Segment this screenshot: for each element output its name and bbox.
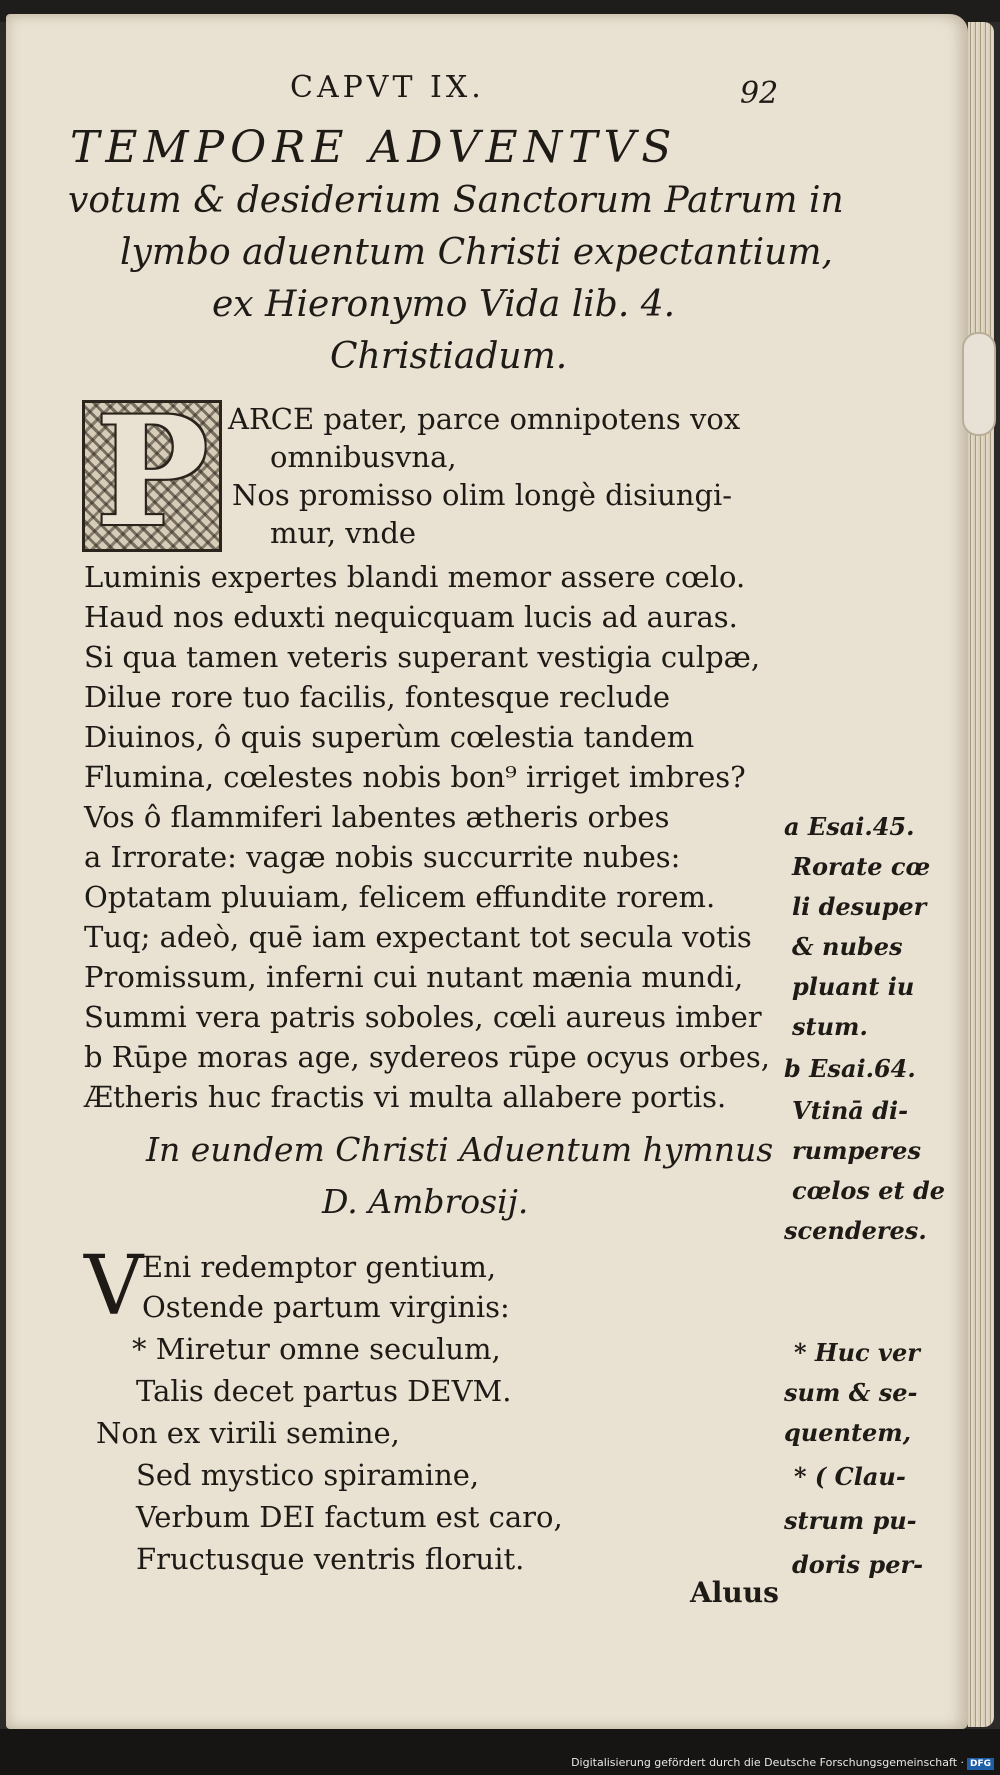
- running-head: CAPVT IX.: [290, 70, 485, 105]
- scan-background-bottom: [0, 1729, 1000, 1775]
- marginal-note: * Huc ver: [794, 1338, 920, 1367]
- decorated-initial-letter: P: [95, 384, 209, 560]
- marginal-note: scenderes.: [784, 1216, 927, 1245]
- marginal-note: Rorate cœ: [792, 852, 931, 881]
- page-fore-edge: [968, 22, 994, 1727]
- marginal-note: rumperes: [792, 1136, 921, 1165]
- verse-line: Ætheris huc fractis vi multa allabere portis.: [84, 1080, 727, 1114]
- hymn-line: * Miretur omne seculum,: [132, 1332, 501, 1366]
- verse-line: Si qua tamen veteris superant vestigia culpæ,: [84, 640, 761, 674]
- title-line-3: lymbo aduentum Christi expectantium,: [120, 232, 833, 273]
- hymn-line: Verbum DEI factum est caro,: [136, 1500, 563, 1534]
- hymn-title-line-1: In eundem Christi Aduentum hymnus: [146, 1130, 774, 1169]
- verse-line: b Rūpe moras age, sydereos rūpe ocyus orbes,: [84, 1040, 770, 1074]
- verse-line: Flumina, cœlestes nobis bon⁹ irriget imbres?: [84, 760, 746, 794]
- verse-line: Nos promisso olim longè disiungi-: [232, 478, 733, 512]
- verse-line: Promissum, inferni cui nutant mænia mundi,: [84, 960, 744, 994]
- verse-line: a Irrorate: vagæ nobis succurrite nubes:: [84, 840, 681, 874]
- marginal-note: stum.: [792, 1012, 868, 1041]
- hymn-line: Sed mystico spiramine,: [136, 1458, 480, 1492]
- title-line-4: ex Hieronymo Vida lib. 4.: [212, 284, 676, 325]
- verse-line: omnibusvna,: [270, 440, 457, 474]
- verse-line: Vos ô flammiferi labentes ætheris orbes: [84, 800, 670, 834]
- title-line-1: TEMPORE ADVENTVS: [70, 122, 678, 173]
- hymn-line: Ostende partum virginis:: [142, 1290, 510, 1324]
- verse-line: Haud nos eduxti nequicquam lucis ad auras.: [84, 600, 738, 634]
- hymn-line: Eni redemptor gentium,: [142, 1250, 497, 1284]
- marginal-note: li desuper: [792, 892, 927, 921]
- hymn-title-line-2: D. Ambrosij.: [322, 1182, 529, 1221]
- marginal-note: Vtinā di-: [792, 1096, 909, 1125]
- dfg-badge: DFG: [967, 1758, 994, 1770]
- page-clip-tab: [962, 332, 996, 436]
- folio-number: 92: [740, 76, 779, 111]
- verse-line: Luminis expertes blandi memor assere cœlo.: [84, 560, 746, 594]
- catchword: Aluus: [690, 1576, 779, 1609]
- hymn-line: Talis decet partus DEVM.: [136, 1374, 512, 1408]
- title-line-5: Christiadum.: [330, 336, 568, 377]
- marginal-note: b Esai.64.: [784, 1054, 916, 1083]
- hymn-initial: V: [84, 1239, 144, 1334]
- marginal-note: cœlos et de: [792, 1176, 946, 1205]
- verse-line: Tuq; adeò, quē iam expectant tot secula votis: [84, 920, 752, 954]
- marginal-note: strum pu-: [784, 1506, 917, 1535]
- verse-line: Summi vera patris soboles, cœli aureus imber: [84, 1000, 762, 1034]
- hymn-line: Fructusque ventris floruit.: [136, 1542, 525, 1576]
- digitization-credit: Digitalisierung gefördert durch die Deutsche Forschungsgemeinschaft ·: [571, 1756, 964, 1769]
- title-line-2: votum & desiderium Sanctorum Patrum in: [68, 180, 844, 221]
- marginal-note: sum & se-: [784, 1378, 918, 1407]
- marginal-note: doris per-: [792, 1550, 924, 1579]
- marginal-note: quentem,: [784, 1418, 912, 1447]
- marginal-note: & nubes: [792, 932, 903, 961]
- decorated-initial: [82, 384, 222, 560]
- verse-line: ARCE pater, parce omnipotens vox: [228, 402, 741, 436]
- marginal-note: a Esai.45.: [784, 812, 915, 841]
- verse-line: mur, vnde: [270, 516, 417, 550]
- verse-line: Diuinos, ô quis superùm cœlestia tandem: [84, 720, 695, 754]
- hymn-line: Non ex virili semine,: [96, 1416, 400, 1450]
- marginal-note: * ( Clau-: [794, 1462, 906, 1491]
- verse-line: Dilue rore tuo facilis, fontesque reclude: [84, 680, 670, 714]
- marginal-note: pluant iu: [792, 972, 915, 1001]
- verse-line: Optatam pluuiam, felicem effundite rorem.: [84, 880, 716, 914]
